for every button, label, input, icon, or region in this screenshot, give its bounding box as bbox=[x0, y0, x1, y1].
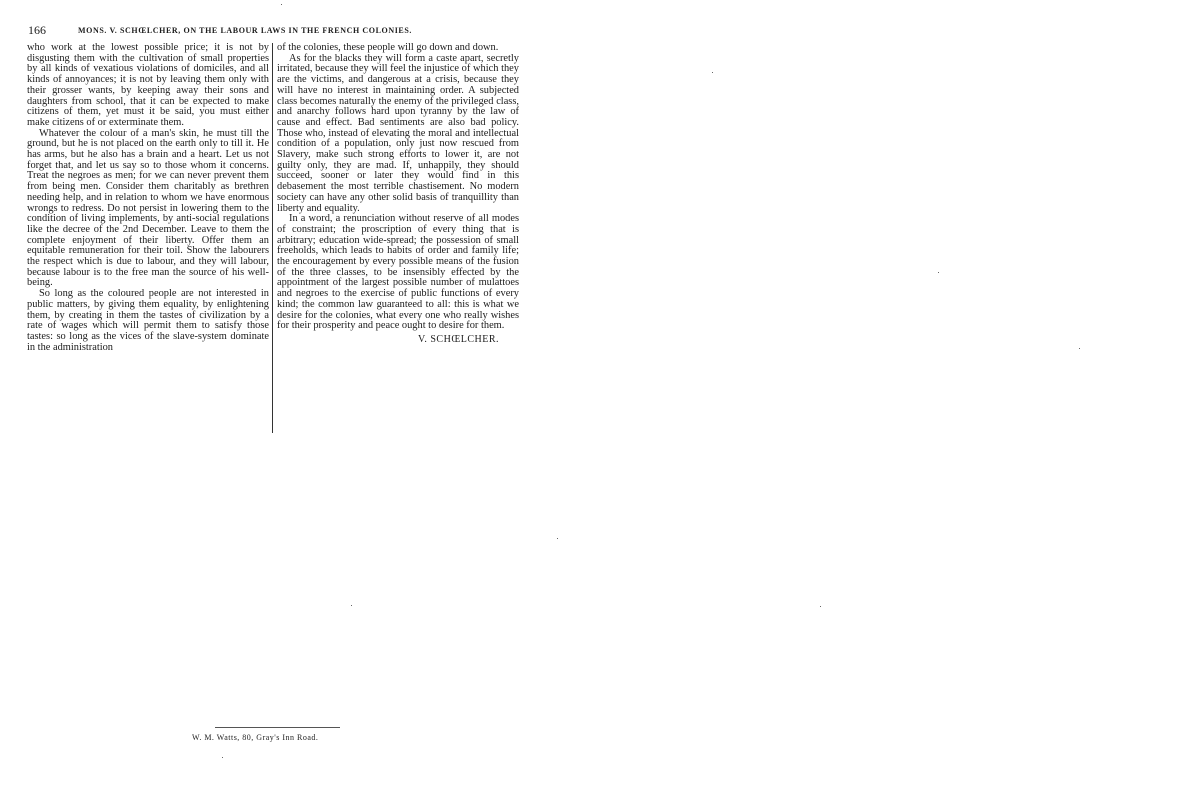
printer-imprint: W. M. Watts, 80, Gray's Inn Road. bbox=[192, 733, 319, 742]
imprint-divider bbox=[215, 727, 340, 728]
column-divider bbox=[272, 43, 273, 433]
scan-speck bbox=[1079, 348, 1080, 349]
page-number: 166 bbox=[28, 23, 46, 37]
paragraph: Whatever the colour of a man's skin, he must till the ground, but he is not placed on the earth only to till it. He has arms, but he also has a brain and a heart. Let us not forget that, and let us say so to those whom it concerns. Treat the negroes as men; for we can never prevent them from being men. Consider them charitably as brethren needing help, and in relation to whom we have enormous wrongs to redress. Do not persist in lowering them to the condition of living implements, by anti-social regulations like the decree of the 2nd December. Leave to them the complete enjoyment of their liberty. Offer them an equitable remuneration for their toil. Show the labourers the respect which is due to labour, and they will labour, because labour is to the free man the source of his well-being. bbox=[27, 127, 269, 289]
scan-speck bbox=[222, 757, 223, 758]
scan-speck bbox=[557, 538, 558, 539]
scan-speck bbox=[281, 4, 282, 5]
scan-speck bbox=[712, 72, 713, 73]
running-head: MONS. V. SCHŒLCHER, ON THE LABOUR LAWS IN THE FRENCH COLONIES. bbox=[78, 26, 413, 35]
left-column bbox=[27, 43, 269, 353]
scan-speck bbox=[938, 272, 939, 273]
paragraph: who work at the lowest possible price; it is not by disgusting them with the cultivation of small properties by all kinds of vexatious violations of domiciles, and all kinds of annoyances; it is not by leaving them only with their grosser wants, by keeping away their sons and daughters from school, that it can be expected to make citizens of them, yet must it be said, you must either make citizens of or exterminate them. bbox=[27, 42, 269, 128]
scan-speck bbox=[351, 605, 352, 606]
author-signature: V. SCHŒLCHER. bbox=[417, 333, 499, 345]
paragraph: of the colonies, these people will go down and down. bbox=[277, 42, 499, 53]
scan-speck bbox=[820, 606, 821, 607]
paragraph: So long as the coloured people are not interested in public matters, by giving them equality, by enlightening them, by creating in them the tastes of civilization by a rate of wages which will permit them to satisfy those tastes: so long as the vices of the slave-system dominate in the administration bbox=[27, 288, 269, 353]
right-column bbox=[277, 43, 519, 346]
paragraph: As for the blacks they will form a caste apart, secretly irritated, because they will feel the injustice of which they are the victims, and dangerous at a crisis, because they will have no interest in maintaining order. A subjected class becomes naturally the enemy of the privileged class, and anarchy follows hard upon tyranny by the law of cause and effect. Bad sentiments are also bad policy. Those who, instead of elevating the moral and intellectual condition of a population, only just now rescued from Slavery, make such strong efforts to lower it, are not guilty only, they are mad. If, unhappily, they should succeed, sooner or later they would find in this debasement the most terrible chastisement. No modern society can have any other solid basis of tranquillity than liberty and equality. bbox=[277, 52, 519, 214]
paragraph: In a word, a renunciation without reserve of all modes of constraint; the proscription of every thing that is arbitrary; education wide-spread; the possession of small freeholds, which leads to habits of order and family life; the encouragement by every possible means of the fusion of the three classes, to be insensibly effected by the appointment of the largest possible number of mulattoes and negroes to the exercise of public functions of every kind; the common law guaranteed to all: this is what we desire for the colonies, what every one who really wishes for their prosperity and peace ought to desire for them. bbox=[277, 213, 519, 332]
page-header bbox=[28, 22, 528, 38]
